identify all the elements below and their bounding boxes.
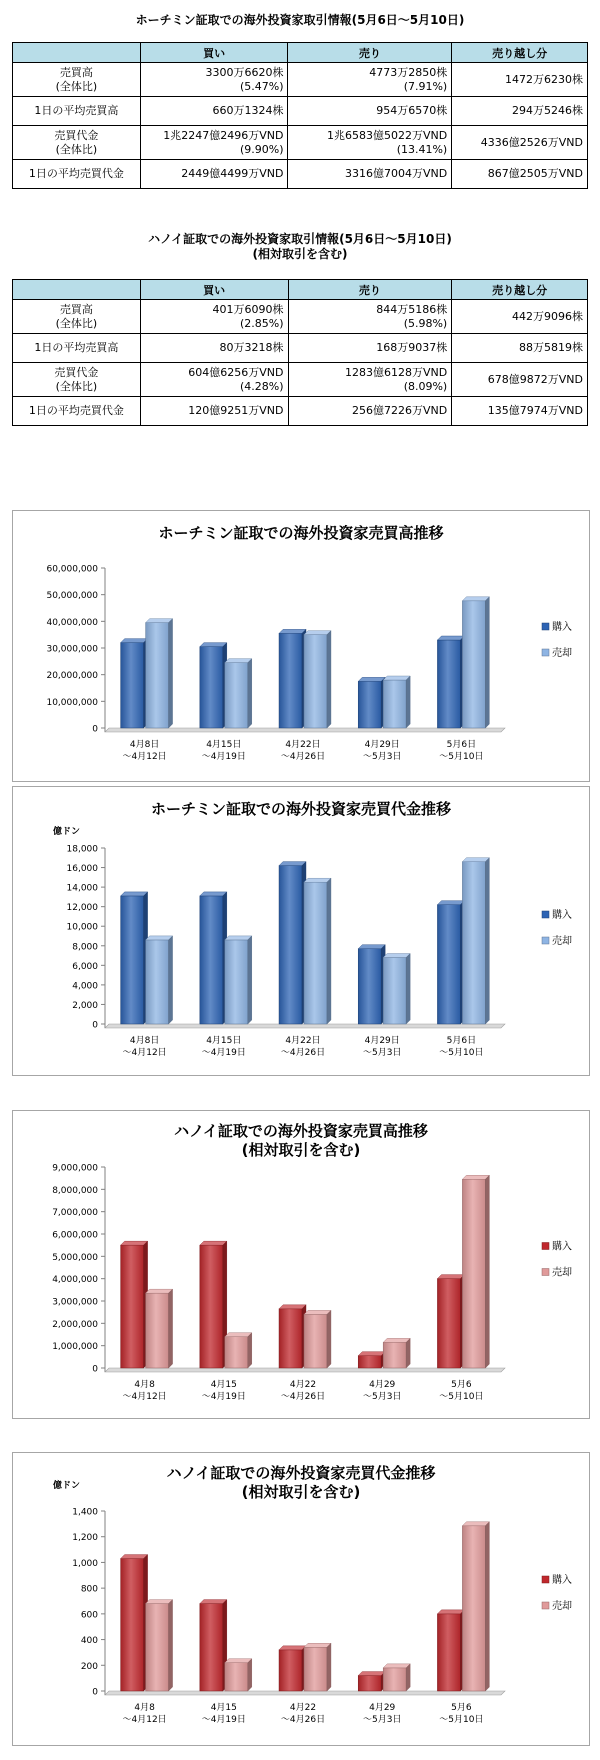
y-tick-label: 2,000 <box>72 1000 98 1011</box>
sell-bar-side <box>485 858 489 1024</box>
hanoi-table-title: ハノイ証取での海外投資家取引情報(5月6日～5月10日) <box>148 232 452 246</box>
y-tick-label: 8,000,000 <box>52 1185 98 1196</box>
table-row <box>13 97 588 126</box>
sell-bar-top <box>146 1600 173 1604</box>
table-header-row <box>13 280 588 300</box>
table-header-row <box>13 43 588 63</box>
net-value: 1472万6230株 <box>452 63 588 97</box>
buy-value: 3300万6620株 <box>205 65 284 79</box>
sell-bar <box>146 1293 169 1368</box>
sell-value: 954万6570株 <box>288 97 452 126</box>
sell-bar-top <box>383 676 410 680</box>
buy-bar <box>121 1245 144 1368</box>
sell-ratio: (8.09%) <box>403 379 448 393</box>
x-tick-label: ～5月3日 <box>362 752 402 762</box>
chart-hcm-volume <box>13 511 589 781</box>
chart-hanoi-value <box>13 1453 589 1745</box>
x-tick-label: ～4月19日 <box>201 1048 246 1058</box>
buy-value: 1兆2247億2496万VND <box>163 128 284 142</box>
buy-cell <box>140 126 288 160</box>
sell-value: 256億7226万VND <box>288 397 452 426</box>
x-tick-label: ～4月12日 <box>122 1392 167 1402</box>
sell-bar-top <box>383 1338 410 1342</box>
sell-bar <box>304 882 327 1024</box>
sell-ratio: (7.91%) <box>403 79 448 93</box>
x-tick-label: 4月8 <box>134 1703 155 1713</box>
x-tick-label: 4月29 <box>369 1380 396 1390</box>
buy-bar <box>358 1676 381 1691</box>
x-tick-label: ～5月10日 <box>439 1048 484 1058</box>
x-tick-label: ～4月26日 <box>280 1048 326 1058</box>
x-tick-label: ～5月10日 <box>439 1392 484 1402</box>
buy-value: 604億6256万VND <box>188 365 284 379</box>
row-label-main: 売買代金 <box>54 128 99 142</box>
x-tick-label: ～4月12日 <box>122 752 167 762</box>
chart-panel-hanoi-value <box>12 1452 590 1746</box>
buy-bar <box>279 1650 302 1691</box>
x-tick-label: 4月15 <box>210 1380 237 1390</box>
y-tick-label: 10,000 <box>66 922 98 933</box>
y-tick-label: 60,000,000 <box>46 564 98 575</box>
y-tick-label: 10,000,000 <box>46 697 98 708</box>
sell-bar-top <box>462 858 489 862</box>
sell-cell <box>288 363 452 397</box>
buy-ratio: (9.90%) <box>239 142 284 156</box>
chart-title: ホーチミン証取での海外投資家売買代金推移 <box>150 800 451 818</box>
y-tick-label: 18,000 <box>66 844 98 855</box>
buy-bar-top <box>437 636 464 640</box>
x-axis-floor <box>105 1024 505 1028</box>
buy-bar <box>437 905 460 1024</box>
sell-bar-side <box>485 597 489 728</box>
buy-bar-top <box>121 892 148 896</box>
x-tick-label: 4月22日 <box>285 1036 321 1046</box>
x-tick-label: 4月8日 <box>129 740 160 750</box>
sell-value: 1283億6128万VND <box>345 365 448 379</box>
sell-bar-top <box>383 954 410 958</box>
sell-bar-top <box>146 1289 173 1293</box>
sell-bar <box>304 1647 327 1691</box>
y-tick-label: 6,000,000 <box>52 1230 98 1241</box>
x-tick-label: 4月22 <box>289 1380 317 1390</box>
y-tick-label: 6,000 <box>72 961 98 972</box>
buy-value: 401万6090株 <box>212 302 284 316</box>
buy-bar-top <box>121 639 148 643</box>
buy-ratio: (2.85%) <box>239 316 284 330</box>
header-blank <box>13 280 141 300</box>
buy-bar-top <box>437 1275 464 1279</box>
sell-bar-top <box>146 619 173 623</box>
buy-ratio: (5.47%) <box>239 79 284 93</box>
x-tick-label: ～4月26日 <box>280 1392 326 1402</box>
x-tick-label: ～5月10日 <box>439 1715 484 1725</box>
sell-bar-top <box>462 597 489 601</box>
sell-cell <box>288 63 452 97</box>
buy-bar-top <box>200 892 227 896</box>
row-label-main: 売買代金 <box>54 365 99 379</box>
header-net: 売り越し分 <box>452 43 588 63</box>
buy-bar-top <box>358 1672 385 1676</box>
row-label <box>13 63 141 97</box>
y-tick-label: 16,000 <box>66 864 98 875</box>
chart-panel-hanoi-volume <box>12 1110 590 1419</box>
y-tick-label: 7,000,000 <box>52 1208 98 1219</box>
buy-bar <box>358 681 381 728</box>
sell-cell <box>288 126 452 160</box>
x-tick-label: ～4月19日 <box>201 752 246 762</box>
row-label-sub: (全体比) <box>55 79 98 93</box>
sell-bar <box>462 601 485 728</box>
chart-panel-hcm-value <box>12 786 590 1076</box>
y-tick-label: 0 <box>92 1687 98 1698</box>
buy-bar <box>358 949 381 1024</box>
buy-bar <box>200 1245 223 1368</box>
legend-swatch <box>542 1243 549 1250</box>
legend-swatch <box>542 1602 549 1609</box>
sell-value: 168万9037株 <box>288 334 452 363</box>
y-tick-label: 600 <box>80 1610 98 1621</box>
header-sell: 売り <box>288 280 452 300</box>
legend-swatch <box>542 1269 549 1276</box>
row-label: 1日の平均売買高 <box>13 97 141 126</box>
y-tick-label: 0 <box>92 724 98 735</box>
x-axis-floor <box>105 728 505 732</box>
x-tick-label: ～4月12日 <box>122 1715 167 1725</box>
sell-bar <box>225 1337 248 1368</box>
sell-bar-top <box>383 1664 410 1668</box>
y-tick-label: 30,000,000 <box>46 644 98 655</box>
x-tick-label: ～4月12日 <box>122 1048 167 1058</box>
sell-value: 3316億7004万VND <box>288 160 452 189</box>
y-tick-label: 1,000 <box>72 1558 98 1569</box>
buy-bar <box>437 640 460 728</box>
sell-bar-side <box>169 1289 173 1368</box>
legend-label: 購入 <box>552 622 572 633</box>
legend-label: 購入 <box>552 1575 572 1586</box>
x-tick-label: ～5月3日 <box>362 1392 402 1402</box>
sell-bar-side <box>327 878 331 1024</box>
x-tick-label: 4月29日 <box>364 1036 400 1046</box>
row-label <box>13 363 141 397</box>
x-tick-label: ～4月26日 <box>280 752 326 762</box>
sell-bar <box>146 940 169 1024</box>
chart-title: ハノイ証取での海外投資家売買代金推移 <box>166 1464 436 1482</box>
x-tick-label: 4月15 <box>210 1703 237 1713</box>
sell-value: 844万5186株 <box>376 302 448 316</box>
buy-value: 660万1324株 <box>140 97 288 126</box>
chart-title: ハノイ証取での海外投資家売買高推移 <box>174 1122 428 1140</box>
x-tick-label: 4月22日 <box>285 740 321 750</box>
row-label-main: 売買高 <box>59 65 93 79</box>
buy-value: 80万3218株 <box>140 334 288 363</box>
buy-bar <box>200 647 223 728</box>
legend-swatch <box>542 937 549 944</box>
legend-swatch <box>542 623 549 630</box>
sell-bar-top <box>225 1333 252 1337</box>
sell-bar-side <box>406 1664 410 1691</box>
y-unit-label: 億ドン <box>53 827 81 837</box>
sell-bar-side <box>169 619 173 728</box>
y-tick-label: 9,000,000 <box>52 1163 98 1174</box>
sell-bar-side <box>485 1522 489 1691</box>
legend-swatch <box>542 649 549 656</box>
header-sell: 売り <box>288 43 452 63</box>
y-tick-label: 0 <box>92 1364 98 1375</box>
legend-swatch <box>542 1576 549 1583</box>
y-tick-label: 50,000,000 <box>46 591 98 602</box>
net-value: 678億9872万VND <box>452 363 588 397</box>
sell-bar-side <box>406 954 410 1024</box>
legend-label: 購入 <box>552 1241 572 1253</box>
chart-subtitle: (相対取引を含む) <box>241 1483 361 1501</box>
sell-bar <box>146 1604 169 1691</box>
sell-bar <box>225 1663 248 1691</box>
sell-bar <box>383 1668 406 1691</box>
buy-bar-top <box>200 643 227 647</box>
table-row <box>13 363 588 397</box>
buy-bar <box>437 1279 460 1368</box>
x-tick-label: 5月6 <box>451 1380 472 1390</box>
net-value: 294万5246株 <box>452 97 588 126</box>
y-tick-label: 1,000,000 <box>52 1342 98 1353</box>
buy-bar-top <box>358 1352 385 1356</box>
y-unit-label: 億ドン <box>53 1481 81 1491</box>
table-row <box>13 300 588 334</box>
x-tick-label: 5月6 <box>451 1703 472 1713</box>
buy-bar <box>279 633 302 728</box>
sell-bar-side <box>248 936 252 1024</box>
sell-bar <box>383 958 406 1024</box>
header-blank <box>13 43 141 63</box>
sell-bar-side <box>327 631 331 728</box>
y-tick-label: 2,000,000 <box>52 1319 98 1330</box>
net-value: 867億2505万VND <box>452 160 588 189</box>
legend-label: 購入 <box>552 910 572 921</box>
sell-bar-side <box>327 1310 331 1368</box>
sell-bar <box>383 680 406 728</box>
sell-bar-side <box>485 1175 489 1368</box>
sell-bar <box>462 1526 485 1691</box>
sell-ratio: (13.41%) <box>396 142 448 156</box>
hanoi-trade-table <box>12 279 588 426</box>
sell-bar-side <box>406 676 410 728</box>
y-tick-label: 5,000,000 <box>52 1252 98 1263</box>
x-tick-label: 4月22 <box>289 1703 317 1713</box>
sell-bar-top <box>304 1643 331 1647</box>
legend-label: 売却 <box>552 1267 572 1279</box>
net-value: 4336億2526万VND <box>452 126 588 160</box>
y-tick-label: 4,000,000 <box>52 1275 98 1286</box>
sell-bar <box>225 663 248 728</box>
buy-bar-top <box>437 901 464 905</box>
buy-bar-top <box>279 1305 306 1309</box>
sell-bar <box>304 1314 327 1368</box>
sell-bar <box>146 623 169 728</box>
y-tick-label: 1,400 <box>72 1507 98 1518</box>
sell-bar-side <box>327 1643 331 1691</box>
y-tick-label: 20,000,000 <box>46 671 98 682</box>
net-value: 88万5819株 <box>452 334 588 363</box>
x-tick-label: 4月15日 <box>206 1036 242 1046</box>
legend-swatch <box>542 911 549 918</box>
row-label: 1日の平均売買代金 <box>13 397 141 426</box>
y-tick-label: 400 <box>80 1636 98 1647</box>
chart-hanoi-volume <box>13 1111 589 1418</box>
sell-bar <box>462 1179 485 1368</box>
x-tick-label: ～5月3日 <box>362 1715 402 1725</box>
header-buy: 買い <box>140 43 288 63</box>
x-axis-floor <box>105 1368 505 1372</box>
row-label-sub: (全体比) <box>55 379 98 393</box>
x-tick-label: ～4月19日 <box>201 1715 246 1725</box>
x-axis-floor <box>105 1691 505 1695</box>
x-tick-label: 4月15日 <box>206 740 242 750</box>
sell-value: 4773万2850株 <box>369 65 448 79</box>
row-label: 1日の平均売買代金 <box>13 160 141 189</box>
header-net: 売り越し分 <box>452 280 588 300</box>
y-tick-label: 8,000 <box>72 942 98 953</box>
chart-panel-hcm-volume <box>12 510 590 782</box>
sell-bar-top <box>225 1659 252 1663</box>
legend-label: 売却 <box>552 936 572 947</box>
x-tick-label: 5月6日 <box>446 1036 477 1046</box>
buy-bar <box>279 866 302 1024</box>
x-tick-label: 5月6日 <box>446 740 477 750</box>
row-label <box>13 126 141 160</box>
buy-bar-top <box>358 677 385 681</box>
buy-bar-top <box>200 1241 227 1245</box>
sell-bar <box>304 635 327 728</box>
sell-bar-top <box>462 1175 489 1179</box>
buy-bar <box>358 1356 381 1368</box>
buy-cell <box>140 63 288 97</box>
y-tick-label: 3,000,000 <box>52 1297 98 1308</box>
header-buy: 買い <box>140 280 288 300</box>
y-tick-label: 12,000 <box>66 903 98 914</box>
table-row <box>13 63 588 97</box>
net-value: 135億7974万VND <box>452 397 588 426</box>
sell-bar <box>225 940 248 1024</box>
sell-bar-top <box>304 878 331 882</box>
table-row <box>13 397 588 426</box>
sell-cell <box>288 300 452 334</box>
x-tick-label: 4月29 <box>369 1703 396 1713</box>
row-label-sub: (全体比) <box>55 142 98 156</box>
sell-bar-side <box>248 1659 252 1691</box>
buy-bar <box>121 1559 144 1691</box>
buy-bar-top <box>279 862 306 866</box>
legend-label: 売却 <box>552 1601 572 1612</box>
buy-ratio: (4.28%) <box>239 379 284 393</box>
x-tick-label: ～4月19日 <box>201 1392 246 1402</box>
table-row <box>13 334 588 363</box>
row-label-sub: (全体比) <box>55 316 98 330</box>
buy-bar <box>200 1604 223 1691</box>
hcm-table-title: ホーチミン証取での海外投資家取引情報(5月6日～5月10日) <box>135 13 465 27</box>
x-tick-label: 4月29日 <box>364 740 400 750</box>
y-tick-label: 14,000 <box>66 883 98 894</box>
sell-bar-top <box>146 936 173 940</box>
buy-bar <box>121 896 144 1024</box>
buy-bar <box>121 643 144 728</box>
x-tick-label: 4月8 <box>134 1380 155 1390</box>
sell-bar-top <box>462 1522 489 1526</box>
sell-value: 1兆6583億5022万VND <box>327 128 448 142</box>
buy-bar-top <box>121 1555 148 1559</box>
buy-bar-top <box>279 629 306 633</box>
chart-subtitle: (相対取引を含む) <box>241 1141 361 1159</box>
sell-bar-side <box>169 936 173 1024</box>
y-tick-label: 1,200 <box>72 1533 98 1544</box>
sell-bar-top <box>225 936 252 940</box>
buy-value: 2449億4499万VND <box>140 160 288 189</box>
sell-bar-side <box>406 1338 410 1368</box>
sell-bar-top <box>304 1310 331 1314</box>
buy-bar <box>200 896 223 1024</box>
table-row <box>13 160 588 189</box>
sell-bar-side <box>248 1333 252 1368</box>
legend-label: 売却 <box>552 648 572 659</box>
sell-bar-side <box>169 1600 173 1691</box>
sell-bar <box>383 1342 406 1368</box>
sell-bar-top <box>225 659 252 663</box>
y-tick-label: 40,000,000 <box>46 617 98 628</box>
row-label: 1日の平均売買高 <box>13 334 141 363</box>
hanoi-table-subtitle: (相対取引を含む) <box>252 247 348 261</box>
buy-cell <box>140 363 288 397</box>
x-tick-label: ～4月26日 <box>280 1715 326 1725</box>
buy-bar-top <box>121 1241 148 1245</box>
y-tick-label: 0 <box>92 1020 98 1031</box>
sell-bar-top <box>304 631 331 635</box>
net-value: 442万9096株 <box>452 300 588 334</box>
sell-bar-side <box>248 659 252 728</box>
buy-bar <box>437 1614 460 1691</box>
buy-bar-top <box>437 1610 464 1614</box>
x-tick-label: 4月8日 <box>129 1036 160 1046</box>
table-row <box>13 126 588 160</box>
buy-bar-top <box>279 1646 306 1650</box>
buy-cell <box>140 300 288 334</box>
y-tick-label: 200 <box>80 1661 98 1672</box>
chart-hcm-value <box>13 787 589 1075</box>
chart-title: ホーチミン証取での海外投資家売買高推移 <box>158 524 444 542</box>
x-tick-label: ～5月10日 <box>439 752 484 762</box>
y-tick-label: 4,000 <box>72 981 98 992</box>
hcm-trade-table <box>12 42 588 189</box>
buy-bar-top <box>358 945 385 949</box>
row-label-main: 売買高 <box>59 302 93 316</box>
x-tick-label: ～5月3日 <box>362 1048 402 1058</box>
sell-ratio: (5.98%) <box>403 316 448 330</box>
y-tick-label: 800 <box>80 1584 98 1595</box>
sell-bar <box>462 862 485 1024</box>
buy-bar-top <box>200 1600 227 1604</box>
buy-bar <box>279 1309 302 1368</box>
row-label <box>13 300 141 334</box>
buy-value: 120億9251万VND <box>140 397 288 426</box>
